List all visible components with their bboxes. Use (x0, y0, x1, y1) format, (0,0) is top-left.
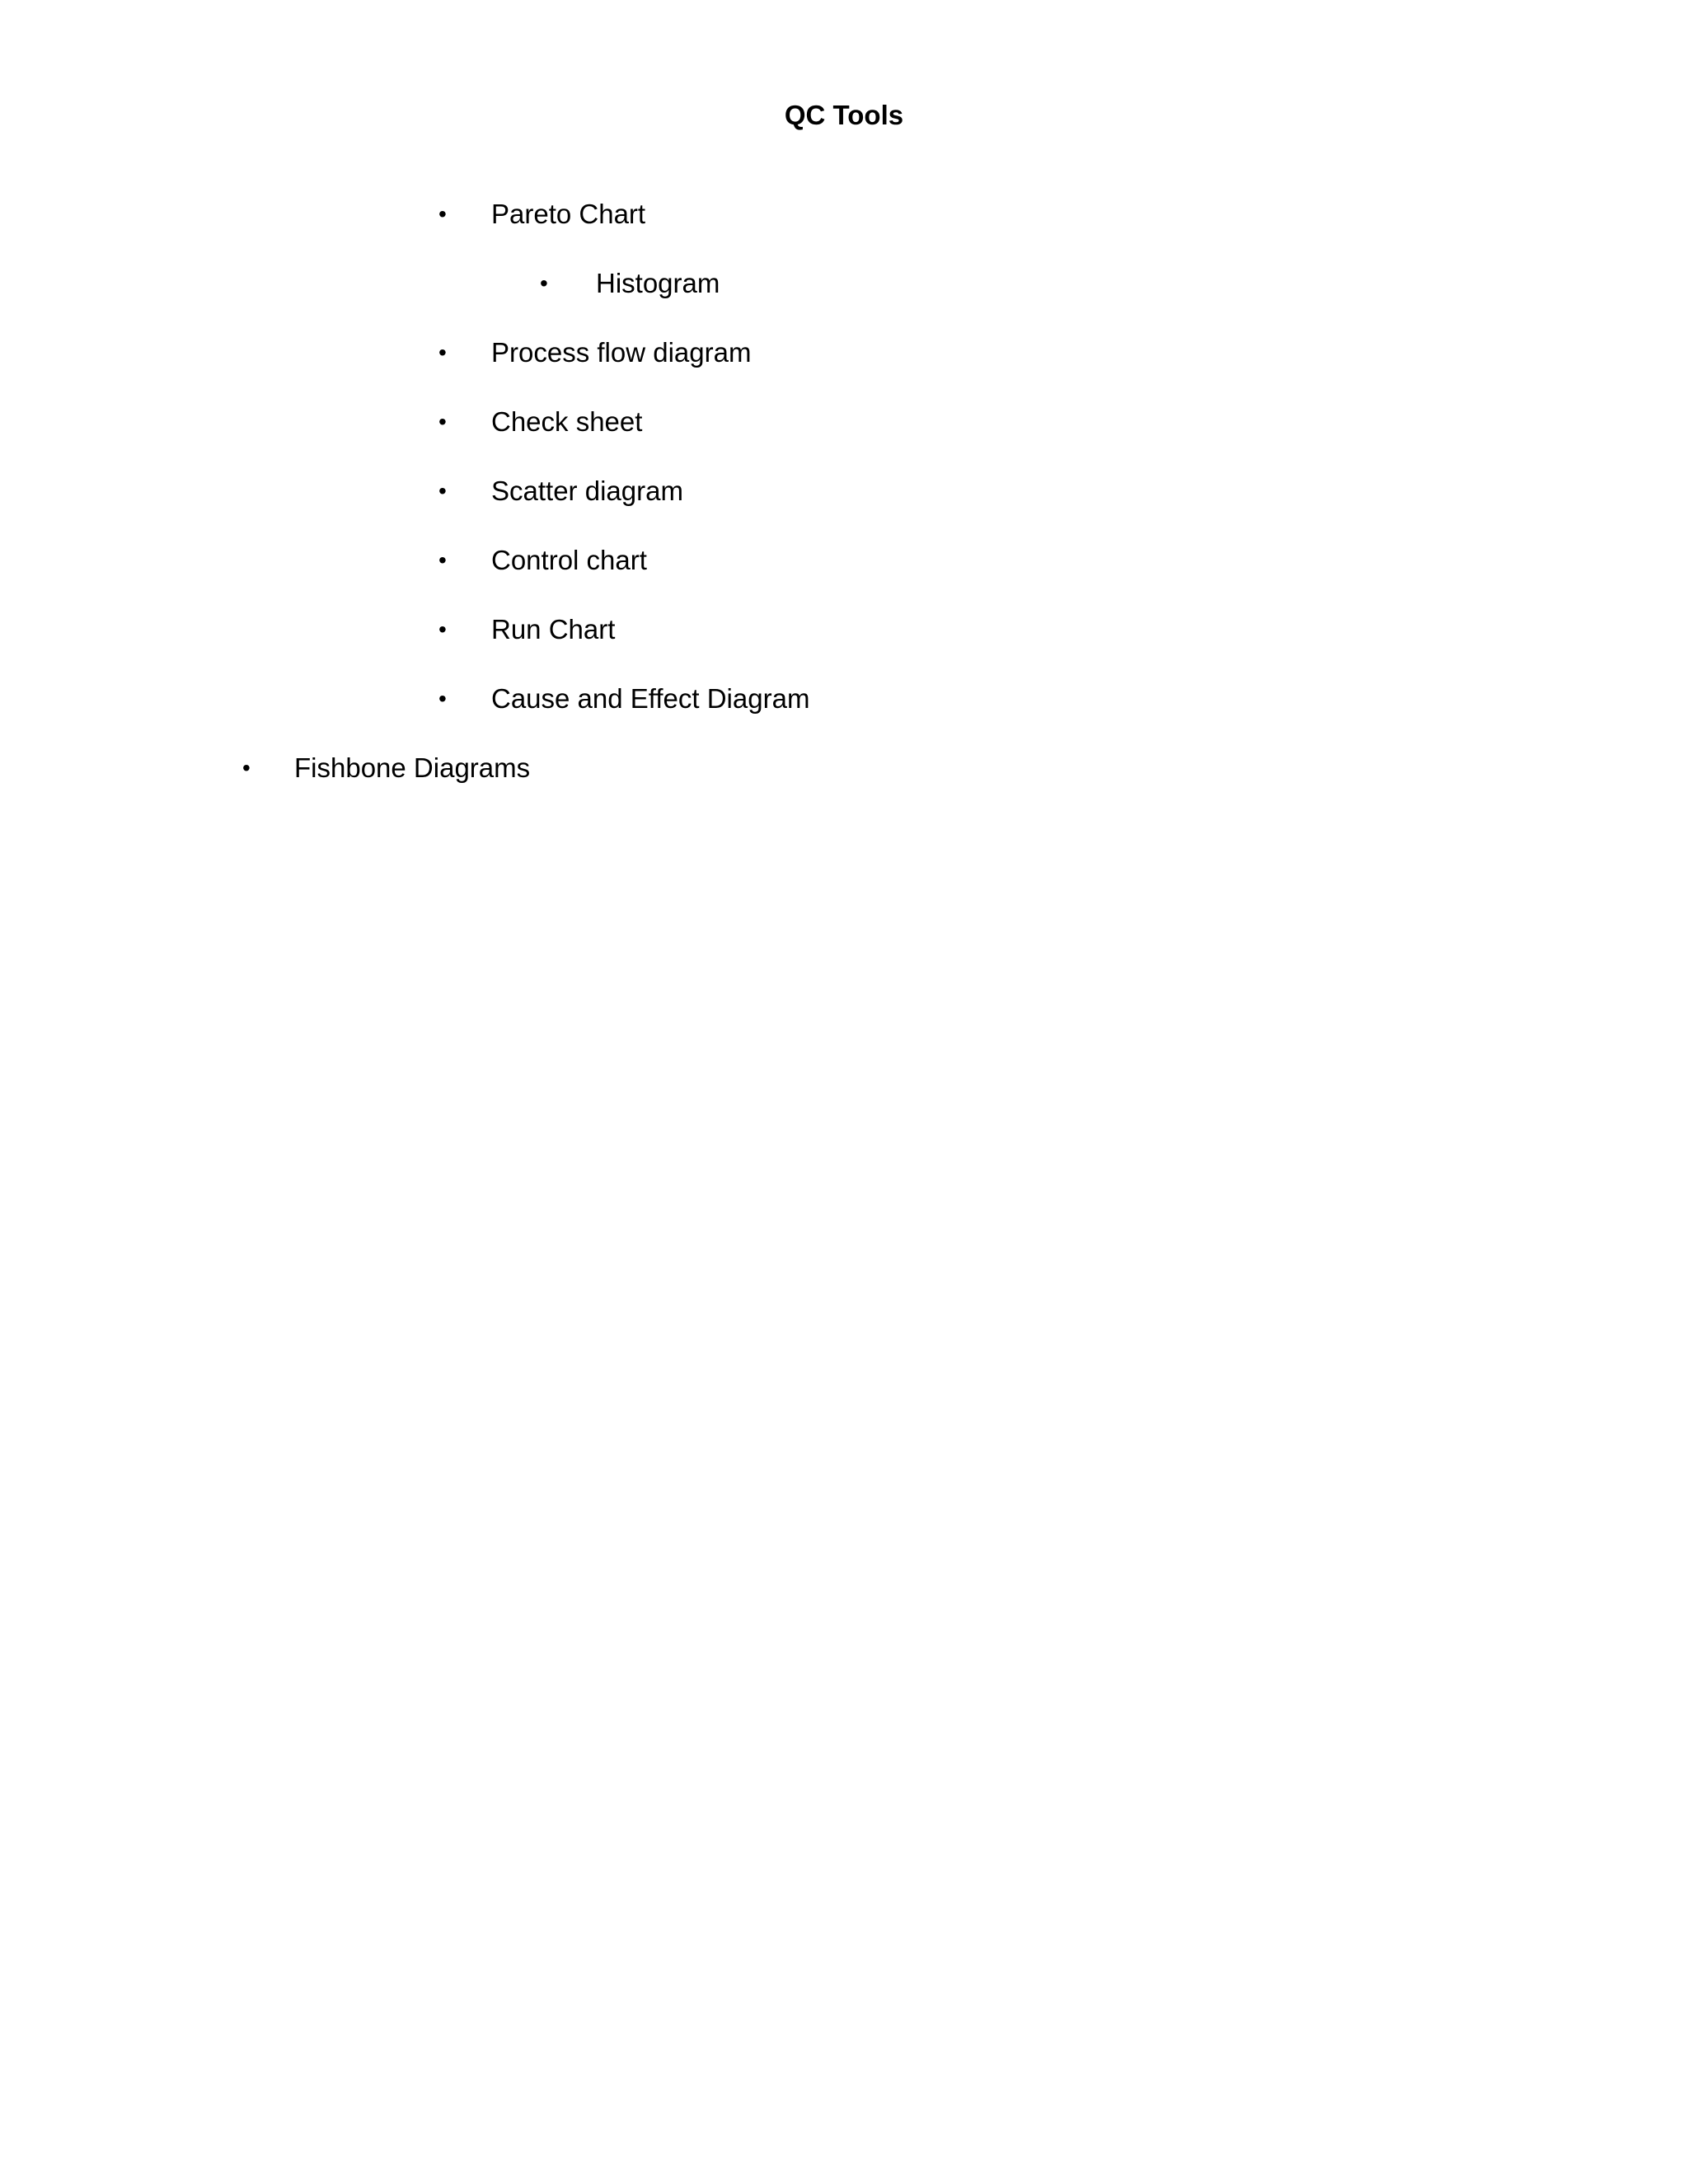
bullet-icon: • (438, 547, 447, 573)
list-item-label: Scatter diagram (491, 476, 683, 506)
list-item-label: Check sheet (491, 406, 643, 437)
list-item-label: Process flow diagram (491, 337, 752, 368)
list-item-label: Pareto Chart (491, 199, 646, 229)
bullet-icon: • (438, 201, 447, 227)
bullet-icon: • (242, 755, 251, 780)
bullet-icon: • (438, 478, 447, 504)
bullet-icon: • (438, 340, 447, 365)
bullet-icon: • (438, 686, 447, 711)
bullet-icon: • (438, 409, 447, 434)
bullet-icon: • (540, 270, 548, 296)
list-item-label: Cause and Effect Diagram (491, 683, 810, 714)
list-item-label: Fishbone Diagrams (294, 752, 531, 783)
bullet-icon: • (438, 616, 447, 642)
page-title: QC Tools (784, 100, 904, 130)
list-item-label: Histogram (596, 268, 720, 298)
list-item-label: Control chart (491, 545, 647, 575)
list-item-label: Run Chart (491, 614, 616, 644)
